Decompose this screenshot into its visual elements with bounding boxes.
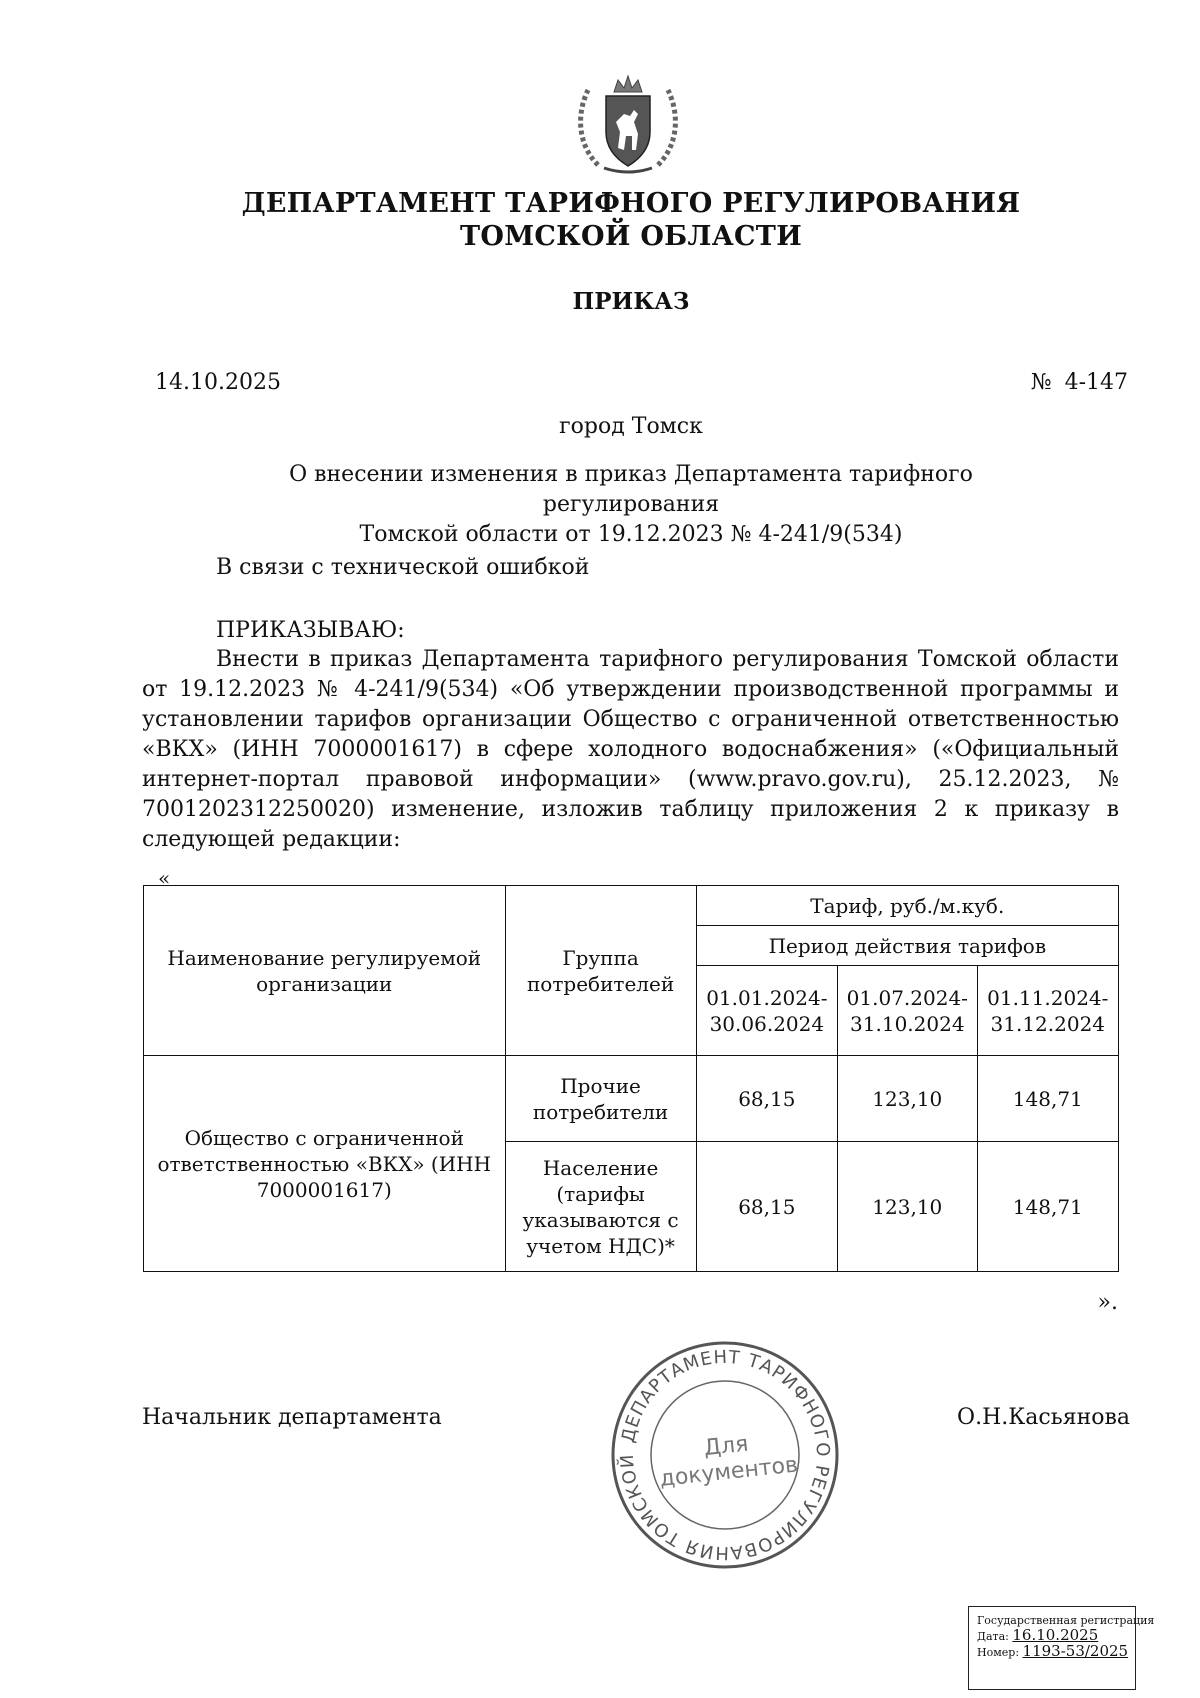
quote-close: ». xyxy=(1097,1290,1118,1315)
reason-text: В связи с технической ошибкой xyxy=(216,555,590,580)
value-cell: 68,15 xyxy=(696,1142,837,1272)
signer-position: Начальник департамента xyxy=(142,1405,442,1430)
tariff-table xyxy=(143,885,1119,1272)
registration-box xyxy=(968,1606,1155,1690)
period-1: 01.01.2024-30.06.2024 xyxy=(696,966,837,1056)
department-title-line2: ТОМСКОЙ ОБЛАСТИ xyxy=(459,221,803,252)
order-paragraph: Внести в приказ Департамента тарифного регулирования Томской области от 19.12.2023 № 4-241/9(534) «Об утверждении производственной программы и установлении тарифов организации Общество с ограниченной ответственностью «ВКХ» (ИНН 7000001617) в сфере холодного водоснабжения» («Официальный интернет-портал правовой информации» (www.pravo.gov.ru), 25.12.2023, № 7001202312250020) изменение, изложив таблицу приложения 2 к приказу в следующей редакции: xyxy=(142,647,1119,852)
order-subject xyxy=(200,460,1062,550)
group-cell: Население (тарифы указываются с учетом НДС)* xyxy=(505,1142,696,1272)
value-cell: 148,71 xyxy=(977,1142,1118,1272)
order-number: № 4-147 xyxy=(1030,370,1128,395)
value-cell: 123,10 xyxy=(838,1056,978,1142)
department-title xyxy=(200,187,1062,253)
subject-line1: О внесении изменения в приказ Департамента тарифного регулирования xyxy=(289,462,973,517)
header-group: Группа потребителей xyxy=(505,886,696,1056)
value-cell: 123,10 xyxy=(838,1142,978,1272)
header-period: Период действия тарифов xyxy=(696,926,1118,966)
order-body xyxy=(142,645,1119,855)
official-stamp xyxy=(605,1335,845,1575)
header-tariff: Тариф, руб./м.куб. xyxy=(696,886,1118,926)
city: город Томск xyxy=(559,414,703,439)
group-cell: Прочие потребители xyxy=(505,1056,696,1142)
department-title-line1: ДЕПАРТАМЕНТ ТАРИФНОГО РЕГУЛИРОВАНИЯ xyxy=(241,188,1021,219)
registration-number: 1193-53/2025 xyxy=(1022,1642,1129,1660)
registration-date: 16.10.2025 xyxy=(1012,1626,1099,1644)
registration-title: Государственная регистрация xyxy=(977,1614,1155,1627)
header-org: Наименование регулируемой организации xyxy=(144,886,506,1056)
stamp-ring-text: ДЕПАРТАМЕНТ ТАРИФНОГО РЕГУЛИРОВАНИЯ ТОМСКОЙ xyxy=(616,1346,834,1564)
registration-number-row xyxy=(977,1644,1127,1660)
stamp-center-line1: Для xyxy=(702,1431,750,1462)
period-3: 01.11.2024-31.12.2024 xyxy=(977,966,1118,1056)
doc-type-title: ПРИКАЗ xyxy=(572,288,690,315)
order-date: 14.10.2025 xyxy=(155,370,281,395)
registration-number-label: Номер: xyxy=(977,1646,1020,1659)
stamp-center-line2: документов xyxy=(658,1452,800,1492)
value-cell: 148,71 xyxy=(977,1056,1118,1142)
order-word: ПРИКАЗЫВАЮ: xyxy=(216,618,405,643)
subject-line2: Томской области от 19.12.2023 № 4-241/9(534) xyxy=(359,522,903,547)
quote-open: « xyxy=(158,866,171,890)
org-name-cell: Общество с ограниченной ответственностью «ВКХ» (ИНН 7000001617) xyxy=(144,1056,506,1272)
period-2: 01.07.2024-31.10.2024 xyxy=(838,966,978,1056)
table-header-row xyxy=(144,886,1119,926)
registration-date-label: Дата: xyxy=(977,1630,1009,1643)
value-cell: 68,15 xyxy=(696,1056,837,1142)
signer-name: О.Н.Касьянова xyxy=(957,1405,1130,1430)
table-row xyxy=(144,1056,1119,1142)
coat-of-arms-icon xyxy=(568,70,688,180)
